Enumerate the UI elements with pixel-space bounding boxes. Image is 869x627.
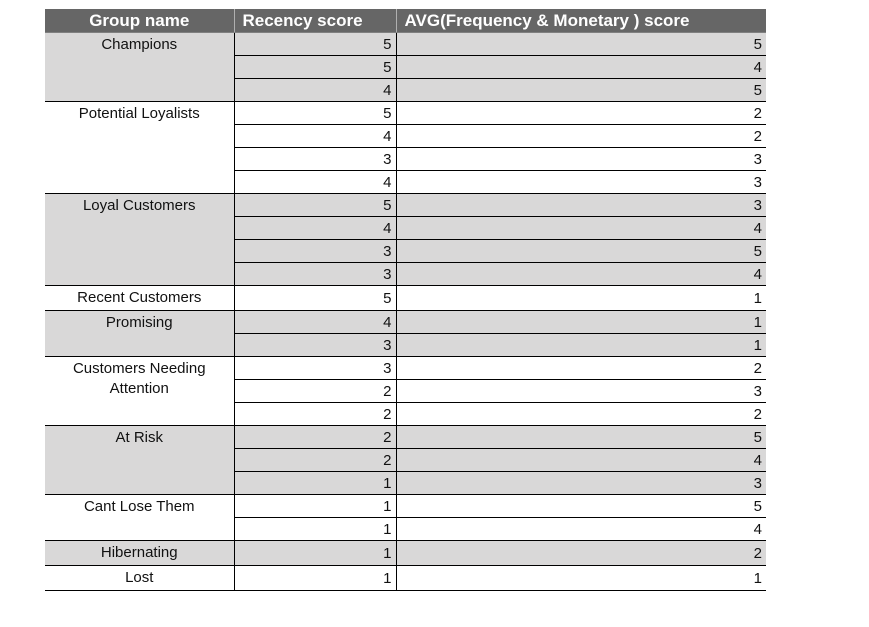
avg-score-cell: 2 bbox=[396, 403, 766, 426]
table-row bbox=[45, 495, 766, 518]
avg-score-cell: 1 bbox=[396, 334, 766, 357]
recency-score-cell: 1 bbox=[234, 518, 396, 541]
avg-score-cell: 2 bbox=[396, 541, 766, 566]
rfm-segment-table bbox=[45, 9, 766, 591]
recency-score-cell: 3 bbox=[234, 263, 396, 286]
avg-score-cell: 1 bbox=[396, 566, 766, 591]
recency-score-cell: 1 bbox=[234, 541, 396, 566]
recency-score-cell: 5 bbox=[234, 286, 396, 311]
group-name-cell: Customers Needing Attention bbox=[45, 357, 234, 426]
recency-score-cell: 3 bbox=[234, 148, 396, 171]
group-name-cell: Cant Lose Them bbox=[45, 495, 234, 541]
recency-score-cell: 2 bbox=[234, 426, 396, 449]
table-row bbox=[45, 426, 766, 449]
group-name-cell: Lost bbox=[45, 566, 234, 591]
table-row bbox=[45, 541, 766, 566]
avg-score-cell: 4 bbox=[396, 449, 766, 472]
avg-score-cell: 3 bbox=[396, 472, 766, 495]
table-row bbox=[45, 286, 766, 311]
avg-score-cell: 5 bbox=[396, 240, 766, 263]
table-row bbox=[45, 357, 766, 380]
group-name-cell: Potential Loyalists bbox=[45, 102, 234, 194]
avg-score-cell: 3 bbox=[396, 148, 766, 171]
table-row bbox=[45, 311, 766, 334]
table-body bbox=[45, 33, 766, 591]
recency-score-cell: 3 bbox=[234, 240, 396, 263]
table-row bbox=[45, 33, 766, 56]
avg-score-cell: 1 bbox=[396, 311, 766, 334]
group-name-cell: Champions bbox=[45, 33, 234, 102]
table-row bbox=[45, 194, 766, 217]
group-name-cell: Loyal Customers bbox=[45, 194, 234, 286]
header-group-name: Group name bbox=[45, 9, 234, 33]
header-recency-score: Recency score bbox=[234, 9, 396, 33]
avg-score-cell: 3 bbox=[396, 171, 766, 194]
recency-score-cell: 5 bbox=[234, 33, 396, 56]
group-name-cell: Promising bbox=[45, 311, 234, 357]
recency-score-cell: 2 bbox=[234, 449, 396, 472]
avg-score-cell: 5 bbox=[396, 79, 766, 102]
avg-score-cell: 3 bbox=[396, 194, 766, 217]
recency-score-cell: 5 bbox=[234, 56, 396, 79]
recency-score-cell: 5 bbox=[234, 102, 396, 125]
recency-score-cell: 4 bbox=[234, 171, 396, 194]
avg-score-cell: 5 bbox=[396, 426, 766, 449]
recency-score-cell: 1 bbox=[234, 472, 396, 495]
group-name-cell: At Risk bbox=[45, 426, 234, 495]
recency-score-cell: 2 bbox=[234, 403, 396, 426]
avg-score-cell: 4 bbox=[396, 518, 766, 541]
avg-score-cell: 2 bbox=[396, 357, 766, 380]
recency-score-cell: 3 bbox=[234, 334, 396, 357]
avg-score-cell: 3 bbox=[396, 380, 766, 403]
recency-score-cell: 1 bbox=[234, 495, 396, 518]
avg-score-cell: 5 bbox=[396, 33, 766, 56]
table-row bbox=[45, 566, 766, 591]
recency-score-cell: 4 bbox=[234, 311, 396, 334]
avg-score-cell: 2 bbox=[396, 102, 766, 125]
header-avg-score: AVG(Frequency & Monetary ) score bbox=[396, 9, 766, 33]
avg-score-cell: 5 bbox=[396, 495, 766, 518]
group-name-cell: Hibernating bbox=[45, 541, 234, 566]
recency-score-cell: 5 bbox=[234, 194, 396, 217]
recency-score-cell: 4 bbox=[234, 79, 396, 102]
recency-score-cell: 3 bbox=[234, 357, 396, 380]
avg-score-cell: 1 bbox=[396, 286, 766, 311]
avg-score-cell: 4 bbox=[396, 263, 766, 286]
recency-score-cell: 4 bbox=[234, 125, 396, 148]
recency-score-cell: 4 bbox=[234, 217, 396, 240]
recency-score-cell: 1 bbox=[234, 566, 396, 591]
avg-score-cell: 4 bbox=[396, 217, 766, 240]
table-row bbox=[45, 102, 766, 125]
avg-score-cell: 2 bbox=[396, 125, 766, 148]
header-row bbox=[45, 9, 766, 33]
avg-score-cell: 4 bbox=[396, 56, 766, 79]
recency-score-cell: 2 bbox=[234, 380, 396, 403]
group-name-cell: Recent Customers bbox=[45, 286, 234, 311]
